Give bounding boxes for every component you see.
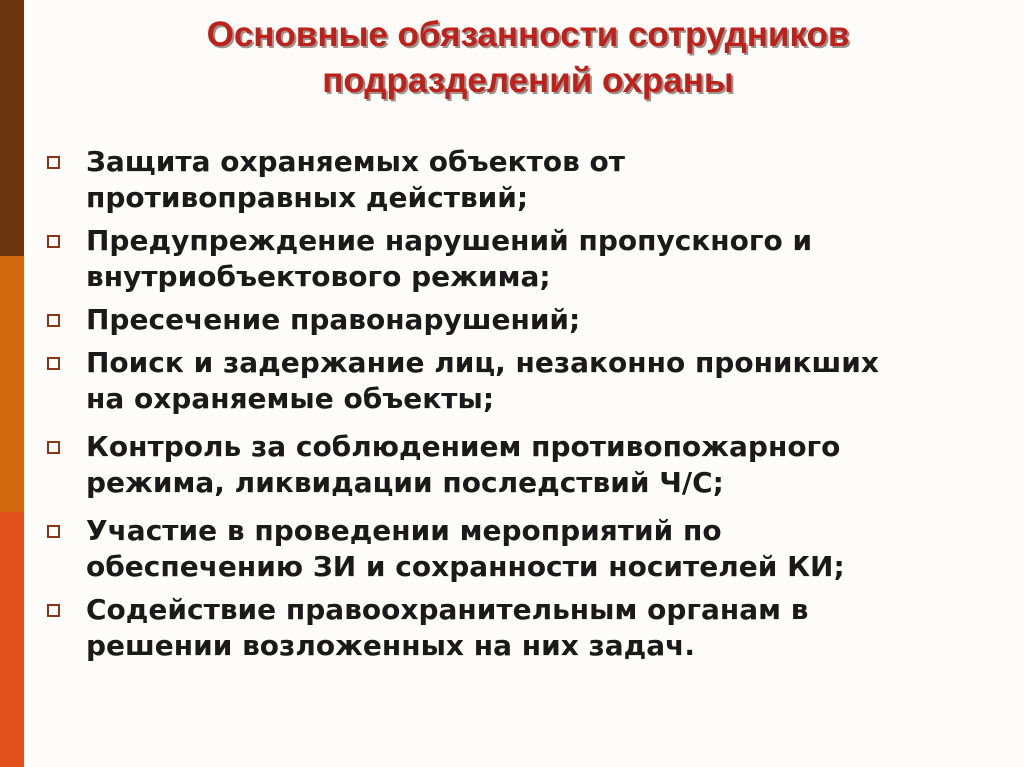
square-bullet-icon <box>47 357 60 370</box>
square-bullet-icon <box>47 156 60 169</box>
title-line-1: Основные обязанности сотрудников <box>206 15 850 54</box>
square-bullet-icon <box>47 441 60 454</box>
list-item-line: Поиск и задержание лиц, незаконно проникших <box>86 346 879 379</box>
title-line-2: подразделений охраны <box>322 61 734 100</box>
slide-title <box>40 12 1016 104</box>
list-item-line: Защита охраняемых объектов от <box>86 145 626 178</box>
list-item-line: Содействие правоохранительным органам в <box>86 593 809 626</box>
list-item-line: Пресечение правонарушений; <box>86 303 581 336</box>
list-item <box>44 429 1004 501</box>
square-bullet-icon <box>47 604 60 617</box>
square-bullet-icon <box>47 525 60 538</box>
list-item <box>44 302 1004 338</box>
side-color-bar <box>0 0 24 767</box>
list-item-line: противоправных действий; <box>86 181 529 214</box>
list-item <box>44 345 1004 417</box>
side-bar-segment-middle <box>0 256 24 512</box>
side-bar-segment-top <box>0 0 24 256</box>
list-item-line: обеспечению ЗИ и сохранности носителей КИ; <box>86 550 845 583</box>
list-item-line: режима, ликвидации последствий Ч/С; <box>86 466 724 499</box>
list-item-line: на охраняемые объекты; <box>86 382 495 415</box>
list-item <box>44 592 1004 664</box>
list-item-line: внутриобъектового режима; <box>86 260 551 293</box>
duties-list <box>44 144 1004 671</box>
list-item <box>44 513 1004 585</box>
list-item-line: Контроль за соблюдением противопожарного <box>86 430 841 463</box>
square-bullet-icon <box>47 235 60 248</box>
square-bullet-icon <box>47 314 60 327</box>
list-item-line: Предупреждение нарушений пропускного и <box>86 224 813 257</box>
list-item <box>44 144 1004 216</box>
list-item-line: Участие в проведении мероприятий по <box>86 514 722 547</box>
side-bar-segment-bottom <box>0 512 24 767</box>
list-item-line: решении возложенных на них задач. <box>86 629 696 662</box>
list-item <box>44 223 1004 295</box>
